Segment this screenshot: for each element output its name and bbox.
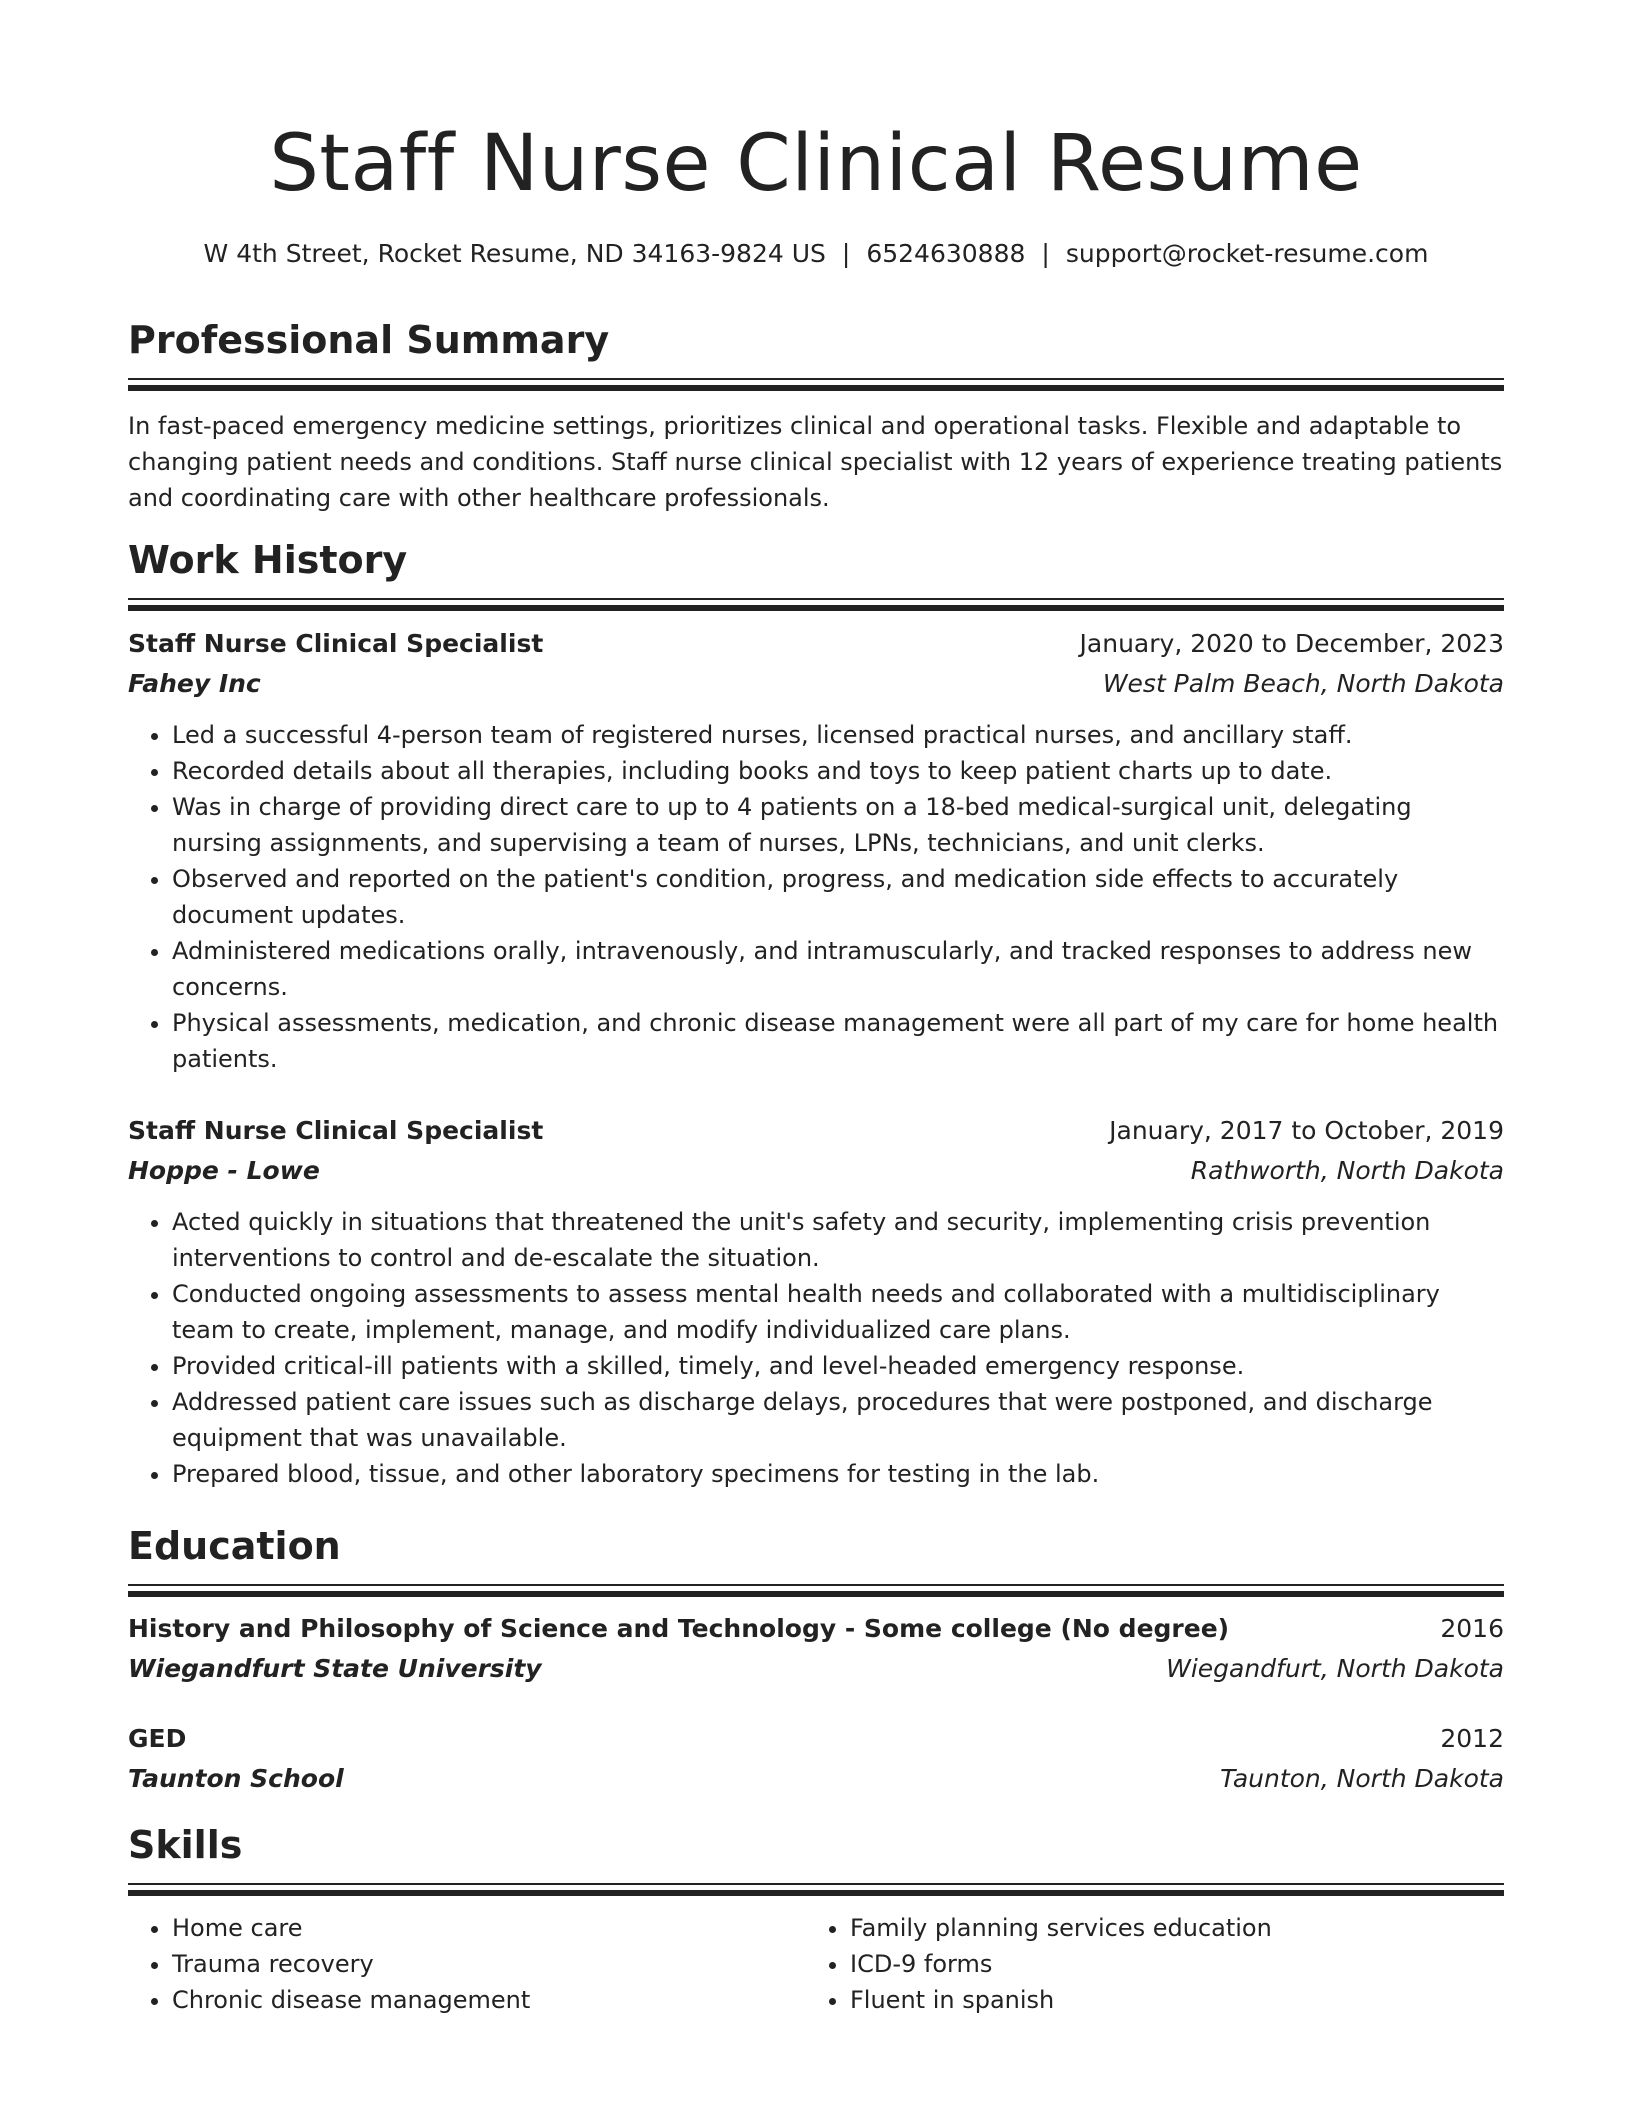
job-dates: January, 2017 to October, 2019 <box>1109 1116 1504 1145</box>
resume-name: Staff Nurse Clinical Resume <box>269 119 1363 209</box>
list-item: • Observed and reported on the patient's condition, progress, and medication side effects to accurately document updates. <box>172 861 1504 933</box>
job-employer-row <box>128 663 1504 703</box>
list-item: • Addressed patient care issues such as discharge delays, procedures that were postponed, and discharge equipment that was unavailable. <box>172 1384 1504 1456</box>
job-employer: Fahey Inc <box>128 669 261 698</box>
job-location: Rathworth, North Dakota <box>1190 1156 1504 1185</box>
skills-list-left <box>128 1910 806 2018</box>
section-divider <box>128 378 1504 391</box>
contact-address: W 4th Street, Rocket Resume, ND 34163-9824 US <box>203 239 826 268</box>
education-location: Taunton, North Dakota <box>1220 1764 1504 1793</box>
section-title: Education <box>128 1524 341 1568</box>
education-section <box>128 1524 1504 1597</box>
job-dates: January, 2020 to December, 2023 <box>1079 629 1504 658</box>
list-item: • Led a successful 4-person team of registered nurses, licensed practical nurses, and ancillary staff. <box>172 717 1504 753</box>
list-item: • Physical assessments, medication, and chronic disease management were all part of my care for home health patients. <box>172 1005 1504 1077</box>
list-item: • Provided critical-ill patients with a skilled, timely, and level-headed emergency response. <box>172 1348 1504 1384</box>
section-title: Work History <box>128 538 408 582</box>
job-title: Staff Nurse Clinical Specialist <box>128 1116 544 1145</box>
job-bullets <box>128 1204 1504 1492</box>
list-item: • Conducted ongoing assessments to assess mental health needs and collaborated with a multidisciplinary team to create, implement, manage, and modify individualized care plans. <box>172 1276 1504 1348</box>
list-item: • Administered medications orally, intravenously, and intramuscularly, and tracked responses to address new concerns. <box>172 933 1504 1005</box>
skills-list-right <box>806 1910 1484 2018</box>
section-title: Professional Summary <box>128 318 610 362</box>
section-divider <box>128 1883 1504 1896</box>
education-year: 2012 <box>1440 1724 1504 1753</box>
list-item: • Was in charge of providing direct care to up to 4 patients on a 18-bed medical-surgical unit, delegating nursing assignments, and supervising a team of nurses, LPNs, technicians, and unit clerks. <box>172 789 1504 861</box>
job-entry <box>128 625 1504 1077</box>
education-location: Wiegandfurt, North Dakota <box>1166 1654 1504 1683</box>
contact-phone: 6524630888 <box>866 239 1026 268</box>
summary-section <box>128 318 1504 516</box>
education-school-row <box>128 1758 1504 1798</box>
contact-email: support@rocket-resume.com <box>1065 239 1429 268</box>
job-header-row <box>128 1112 1504 1150</box>
skills-section <box>128 1823 1504 2018</box>
skills-columns <box>128 1910 1504 2018</box>
education-entry <box>128 1720 1504 1798</box>
list-item: • Prepared blood, tissue, and other laboratory specimens for testing in the lab. <box>172 1456 1504 1492</box>
education-year: 2016 <box>1440 1614 1504 1643</box>
list-item: • Acted quickly in situations that threatened the unit's safety and security, implementing crisis prevention interventions to control and de-escalate the situation. <box>172 1204 1504 1276</box>
skill-item: • Chronic disease management <box>172 1982 806 2018</box>
contact-separator: | <box>841 239 851 268</box>
skill-item: • Fluent in spanish <box>850 1982 1484 2018</box>
summary-text: In fast-paced emergency medicine settings, prioritizes clinical and operational tasks. Flexible and adaptable to changing patient needs and conditions. Staff nurse clinical specialist with 12 years of experience treating patients and coordinating care with other healthcare professionals. <box>128 411 1503 512</box>
skill-item: • ICD-9 forms <box>850 1946 1484 1982</box>
job-title: Staff Nurse Clinical Specialist <box>128 629 544 658</box>
education-school: Taunton School <box>128 1764 344 1793</box>
skill-item: • Trauma recovery <box>172 1946 806 1982</box>
contact-separator: | <box>1041 239 1050 268</box>
education-entry <box>128 1610 1504 1688</box>
education-school: Wiegandfurt State University <box>128 1654 542 1683</box>
work-history-section <box>128 538 1504 611</box>
contact-line <box>128 238 1504 271</box>
section-divider <box>128 598 1504 611</box>
job-entry <box>128 1112 1504 1492</box>
job-location: West Palm Beach, North Dakota <box>1102 669 1504 698</box>
education-school-row <box>128 1648 1504 1688</box>
section-divider <box>128 1584 1504 1597</box>
job-employer: Hoppe - Lowe <box>128 1156 320 1185</box>
skill-item: • Family planning services education <box>850 1910 1484 1946</box>
job-employer-row <box>128 1150 1504 1190</box>
skill-item: • Home care <box>172 1910 806 1946</box>
job-header-row <box>128 625 1504 663</box>
section-title: Skills <box>128 1823 243 1867</box>
job-bullets <box>128 717 1504 1077</box>
list-item: • Recorded details about all therapies, including books and toys to keep patient charts up to date. <box>172 753 1504 789</box>
education-degree: History and Philosophy of Science and Technology - Some college (No degree) <box>128 1614 1230 1643</box>
education-header-row <box>128 1610 1504 1648</box>
education-degree: GED <box>128 1724 187 1753</box>
education-header-row <box>128 1720 1504 1758</box>
